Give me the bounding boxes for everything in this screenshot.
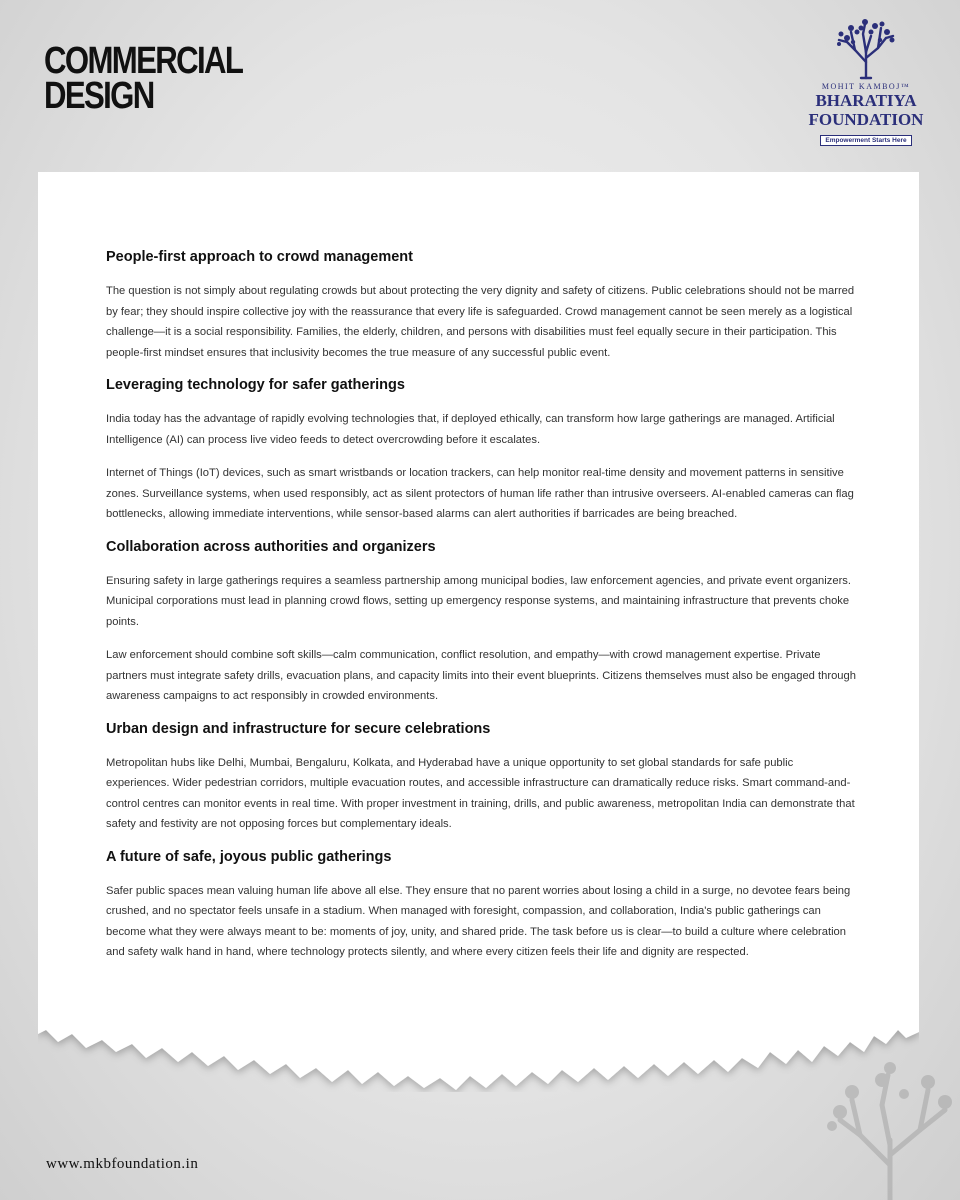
article [106,248,858,973]
torn-paper-sheet [38,172,919,1092]
tree-icon [835,18,897,80]
section-1-paragraph-1: The question is not simply about regulating crowds but about protecting the very dignity and safety of citizens. Public celebrations should not be marred by fear; they should inspire collective joy with the reassurance that every life is safeguarded. Crowd management cannot be seen merely as a logistical challenge—it is a social responsibility. Families, the elderly, children, and persons with disabilities must feel equally secure in their participation. This people-first mindset ensures that inclusivity becomes the true measure of any successful public event. [106,285,855,359]
section-2-paragraph-1: India today has the advantage of rapidly evolving technologies that, if deployed ethically, can transform how large gatherings are managed. Artificial Intelligence (AI) can process live video feeds to detect overcrowding before it escalates. [106,413,835,446]
section-5-paragraph-1: Safer public spaces mean valuing human life above all else. They ensure that no parent worries about losing a child in a surge, no devotee fears being crushed, and no spectator feels unsafe in a stadium. When managed with foresight, compassion, and collaboration, India's public gatherings can become what they were always meant to be: moments of joy, unity, and shared pride. The task before us is clear—to build a culture where celebration and safety walk hand in hand, where technology protects silently, and where every citizen feels their life and dignity are respected. [106,884,851,958]
logo-tagline: Empowerment Starts Here [820,135,911,146]
foundation-logo [806,18,926,152]
masthead [44,40,243,117]
logo-name-line-2: FOUNDATION [808,110,924,129]
section-heading-5: A future of safe, joyous public gatherings [106,848,392,865]
section-3-paragraph-2: Law enforcement should combine soft skills—calm communication, conflict resolution, and empathy—with crowd management expertise. Private partners must integrate safety drills, evacuation plans, and capacity limits into their event blueprints. Citizens themselves must also be engaged through awareness campaigns to act responsibly in crowded environments. [106,649,856,702]
section-4-paragraph-1: Metropolitan hubs like Delhi, Mumbai, Bengaluru, Kolkata, and Hyderabad have a unique opportunity to set global standards for safe public experiences. Wider pedestrian corridors, multiple evacuation routes, and accessible infrastructure can dramatically reduce risks. Smart command-and-control centres can monitor events in real time. With proper investment in training, drills, and public awareness, metropolitan India can demonstrate that safety and festivity are not opposing forces but complementary ideals. [106,756,855,830]
masthead-line-2: DESIGN [44,75,154,117]
logo-name-line-1: BHARATIYA [815,91,917,110]
section-heading-4: Urban design and infrastructure for secure celebrations [106,720,491,737]
section-heading-1: People-first approach to crowd management [106,249,413,265]
masthead-line-1: COMMERCIAL [44,40,243,82]
section-3-paragraph-1: Ensuring safety in large gatherings requires a seamless partnership among municipal bodies, law enforcement agencies, and private event organizers. Municipal corporations must lead in planning crowd flows, setting up emergency response systems, and maintaining infrastructure that prevents choke points. [106,574,852,628]
logo-prefix: MOHIT KAMBOJ™ [821,82,911,91]
section-heading-2: Leveraging technology for safer gatherings [106,377,405,393]
tree-watermark-icon [820,1060,960,1200]
section-heading-3: Collaboration across authorities and organizers [106,538,436,555]
section-2-paragraph-2: Internet of Things (IoT) devices, such as smart wristbands or location trackers, can help monitor real-time density and movement patterns in sensitive zones. Surveillance systems, when used responsibly, act as silent protectors of human life rather than intrusive overseers. AI-enabled cameras can flag bottlenecks, allowing immediate interventions, while sensor-based alarms can alert authorities if barricades are being breached. [106,467,854,520]
website-url[interactable]: www.mkbfoundation.in [46,1156,199,1172]
